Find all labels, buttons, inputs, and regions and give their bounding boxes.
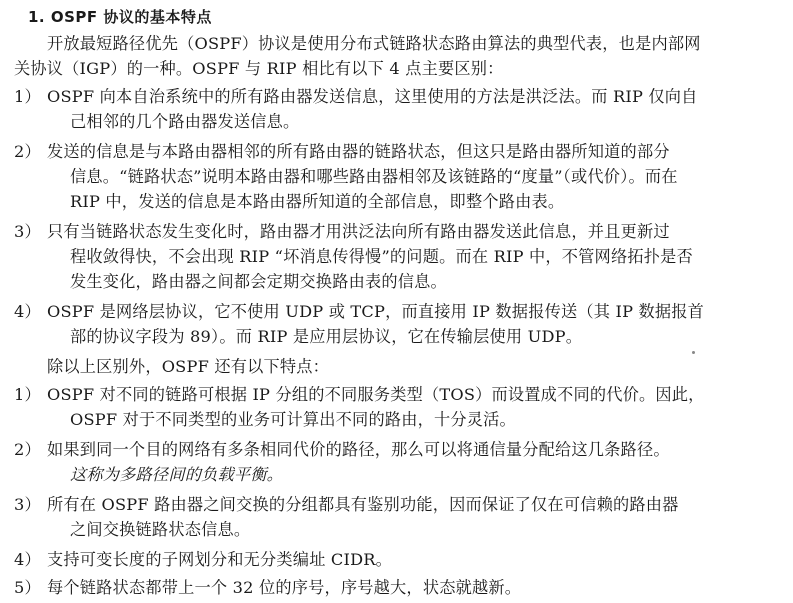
section-number: 1. xyxy=(28,8,46,26)
scan-speck xyxy=(692,351,695,354)
feature-item-5 xyxy=(14,576,521,600)
feature-item-2-cont: 这称为多路径间的负载平衡。 xyxy=(70,465,284,484)
list-number: 5） xyxy=(14,578,41,597)
difference-item-3-cont-2: 发生变化，路由器之间都会定期交换路由表的信息。 xyxy=(70,272,447,291)
difference-item-1 xyxy=(14,85,698,109)
list-text: OSPF 是网络层协议，它不使用 UDP 或 TCP，而直接用 IP 数据报传送（其 IP 数据报首 xyxy=(47,302,705,321)
feature-item-1 xyxy=(14,383,705,407)
difference-item-4-cont: 部的协议字段为 89）。而 RIP 是应用层协议，它在传输层使用 UDP。 xyxy=(70,327,583,346)
list-number: 2） xyxy=(14,440,41,459)
difference-item-2-cont-2: RIP 中，发送的信息是本路由器所知道的全部信息，即整个路由表。 xyxy=(70,192,565,211)
difference-item-4 xyxy=(14,300,704,324)
difference-item-2 xyxy=(14,140,670,164)
list-text: 所有在 OSPF 路由器之间交换的分组都具有鉴别功能，因而保证了仅在可信赖的路由器 xyxy=(47,495,679,514)
feature-item-1-cont: OSPF 对于不同类型的业务可计算出不同的路由，十分灵活。 xyxy=(70,410,516,429)
besides-line: 除以上区别外，OSPF 还有以下特点： xyxy=(47,357,330,376)
difference-item-3 xyxy=(14,220,670,244)
list-text: 如果到同一个目的网络有多条相同代价的路径，那么可以将通信量分配给这几条路径。 xyxy=(47,440,670,459)
difference-item-2-cont-1: 信息。“链路状态”说明本路由器和哪些路由器相邻及该链路的“度量”（或代价）。而在 xyxy=(70,167,678,186)
list-text: OSPF 对不同的链路可根据 IP 分组的不同服务类型（TOS）而设置成不同的代价。因此， xyxy=(47,385,705,404)
list-text: OSPF 向本自治系统中的所有路由器发送信息，这里使用的方法是洪泛法。而 RIP 仅向自 xyxy=(47,87,698,106)
feature-item-3-cont: 之间交换链路状态信息。 xyxy=(70,520,251,539)
feature-item-3 xyxy=(14,493,679,517)
list-number: 1） xyxy=(14,385,41,404)
feature-item-4 xyxy=(14,548,392,572)
list-text: 发送的信息是与本路由器相邻的所有路由器的链路状态，但这只是路由器所知道的部分 xyxy=(47,142,670,161)
section-heading xyxy=(28,5,212,29)
list-number: 4） xyxy=(14,302,41,321)
list-text: 支持可变长度的子网划分和无分类编址 CIDR。 xyxy=(47,550,393,569)
list-number: 2） xyxy=(14,142,41,161)
section-title: OSPF 协议的基本特点 xyxy=(50,8,212,26)
feature-item-2 xyxy=(14,438,670,462)
list-text: 只有当链路状态发生变化时，路由器才用洪泛法向所有路由器发送此信息，并且更新过 xyxy=(47,222,670,241)
difference-item-3-cont-1: 程收敛得快，不会出现 RIP “坏消息传得慢”的问题。而在 RIP 中，不管网络拓扑是否 xyxy=(70,247,693,266)
list-number: 4） xyxy=(14,550,41,569)
list-number: 3） xyxy=(14,495,41,514)
list-text: 每个链路状态都带上一个 32 位的序号，序号越大，状态就越新。 xyxy=(47,578,522,597)
list-number: 3） xyxy=(14,222,41,241)
list-number: 1） xyxy=(14,87,41,106)
difference-item-1-cont: 己相邻的几个路由器发送信息。 xyxy=(70,112,300,131)
intro-line-2: 关协议（IGP）的一种。OSPF 与 RIP 相比有以下 4 点主要区别： xyxy=(14,59,504,78)
intro-line-1: 开放最短路径优先（OSPF）协议是使用分布式链路状态路由算法的典型代表，也是内部网 xyxy=(47,34,701,53)
